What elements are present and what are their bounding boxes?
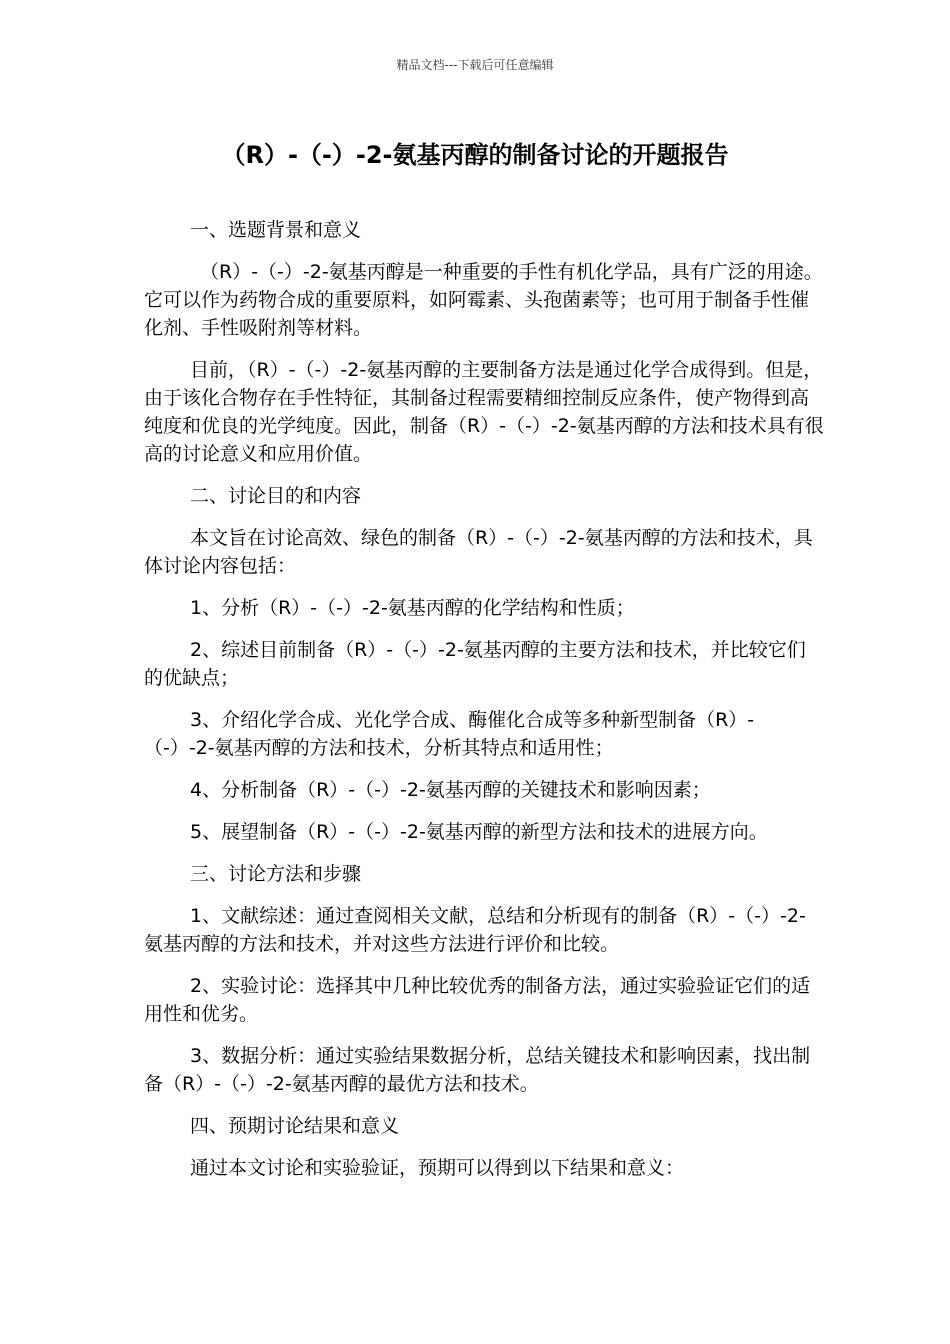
- document-title: （R）-（-）-2-氨基丙醇的制备讨论的开题报告: [221, 141, 729, 169]
- paragraph-background: （R）-（-）-2-氨基丙醇是一种重要的手性有机化学品，具有广泛的用途。它可以作为药物合成的重要原料，如阿霉素、头孢菌素等；也可用于制备手性催化剂、手性吸附剂等材料。: [144, 261, 823, 339]
- paragraph-current-methods: 目前，（R）-（-）-2-氨基丙醇的主要制备方法是通过化学合成得到。但是，由于该化合物存在手性特征，其制备过程需要精细控制反应条件，使产物得到高纯度和优良的光学纯度。因此，制备（R）-（-）-2-氨基丙醇的方法和技术具有很高的讨论意义和应用价值。: [144, 359, 824, 465]
- document-body: [144, 216, 824, 1196]
- section-heading-methods: 三、讨论方法和步骤: [190, 863, 362, 885]
- section-heading-purpose: 二、讨论目的和内容: [190, 485, 362, 507]
- section-heading-expected-results: 四、预期讨论结果和意义: [190, 1115, 400, 1137]
- list-item-method-1: 1、文献综述：通过查阅相关文献，总结和分析现有的制备（R）-（-）-2-氨基丙醇的方法和技术，并对这些方法进行评价和比较。: [144, 905, 806, 955]
- list-item-content-2: 2、综述目前制备（R）-（-）-2-氨基丙醇的主要方法和技术，并比较它们的优缺点；: [144, 639, 806, 689]
- paragraph-purpose: 本文旨在讨论高效、绿色的制备（R）-（-）-2-氨基丙醇的方法和技术，具体讨论内容包括：: [144, 527, 813, 577]
- list-item-content-5: 5、展望制备（R）-（-）-2-氨基丙醇的新型方法和技术的进展方向。: [190, 821, 768, 843]
- list-item-content-3: 3、介绍化学合成、光化学合成、酶催化合成等多种新型制备（R）-（-）-2-氨基丙醇的方法和技术，分析其特点和适用性；: [144, 709, 755, 759]
- list-item-content-1: 1、分析（R）-（-）-2-氨基丙醇的化学结构和性质；: [190, 597, 635, 619]
- list-item-content-4: 4、分析制备（R）-（-）-2-氨基丙醇的关键技术和影响因素；: [190, 779, 711, 801]
- list-item-method-2: 2、实验讨论：选择其中几种比较优秀的制备方法，通过实验验证它们的适用性和优劣。: [144, 975, 811, 1025]
- paragraph-expected-results: 通过本文讨论和实验验证，预期可以得到以下结果和意义：: [190, 1157, 685, 1179]
- section-heading-background: 一、选题背景和意义: [190, 219, 362, 241]
- page-header: 精品文档---下载后可任意编辑: [396, 58, 554, 72]
- list-item-method-3: 3、数据分析：通过实验结果数据分析，总结关键技术和影响因素，找出制备（R）-（-）-2-氨基丙醇的最优方法和技术。: [144, 1045, 811, 1095]
